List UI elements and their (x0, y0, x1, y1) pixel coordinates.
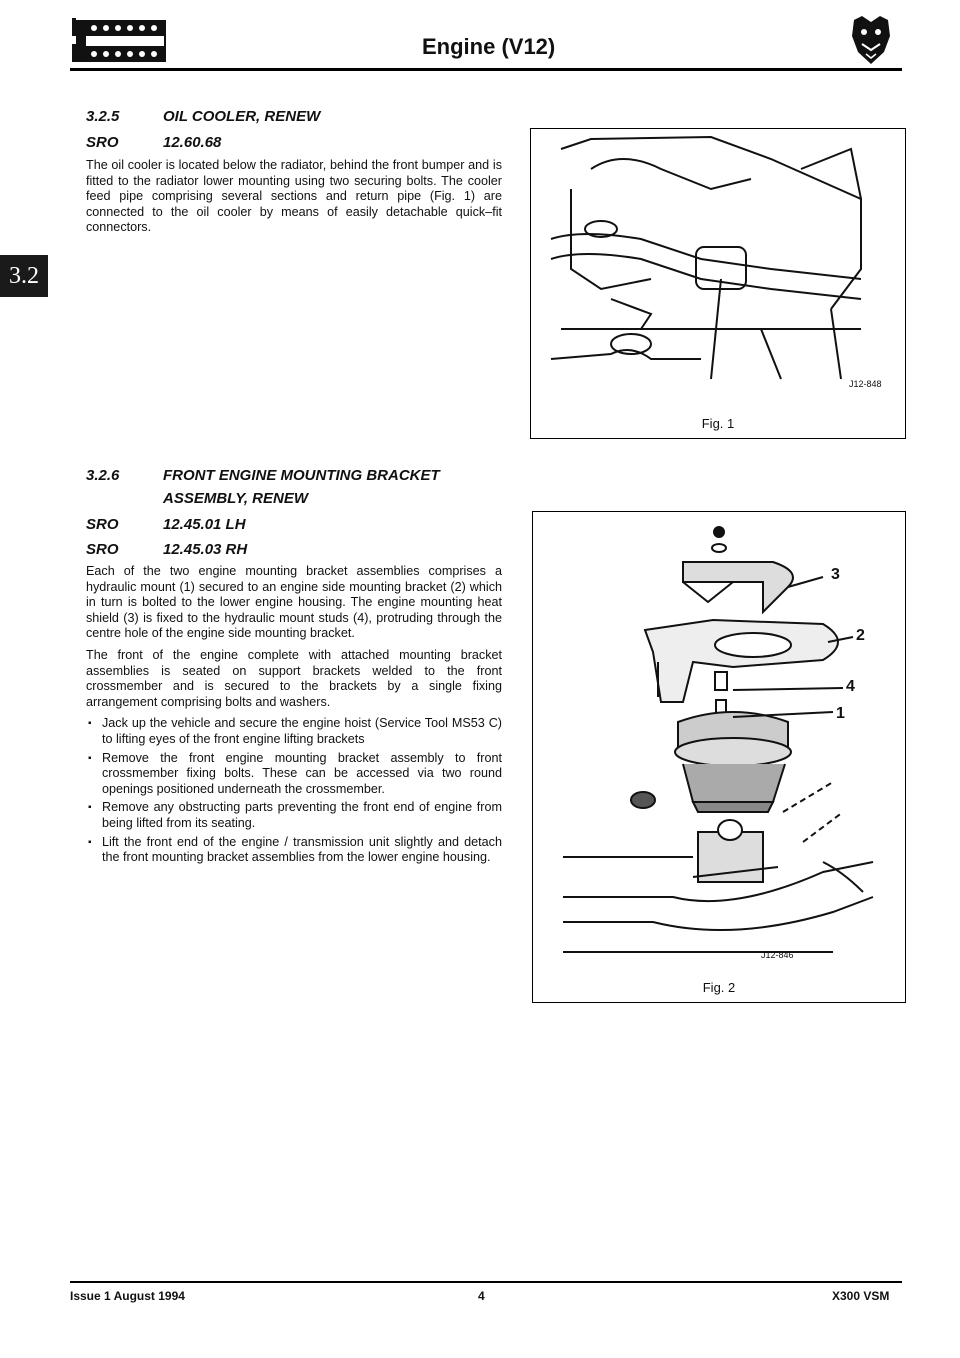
sro-label: SRO (86, 541, 119, 558)
figure-1-ref: J12-848 (849, 379, 882, 389)
section-title-line-1: FRONT ENGINE MOUNTING BRACKET (163, 467, 440, 484)
section-title-line-2: ASSEMBLY, RENEW (163, 490, 309, 507)
callout-1: 1 (836, 705, 845, 722)
issue-date: Issue 1 August 1994 (70, 1289, 185, 1303)
list-item: ▪ Remove any obstructing parts preventing the front end of engine from being lifted from its seating. (86, 800, 502, 831)
jaguar-head-logo (848, 14, 894, 66)
section-tab: 3.2 (0, 255, 48, 297)
callout-2: 2 (856, 627, 865, 644)
sro-value-lh: 12.45.01 LH (163, 516, 246, 533)
callout-3: 3 (831, 566, 840, 583)
figure-1 (530, 128, 906, 439)
header-rule (70, 68, 902, 71)
sro-value: 12.60.68 (163, 134, 222, 151)
section-number: 3.2.5 (86, 108, 120, 125)
engine-block-icon (72, 14, 168, 66)
list-item: ▪ Jack up the vehicle and secure the engine hoist (Service Tool MS53 C) to lifting eyes of the front engine lifting brackets (86, 716, 502, 747)
list-item: ▪ Lift the front end of the engine / transmission unit slightly and detach the front mounting bracket assemblies from the lower engine housing. (86, 835, 502, 866)
sro-value-rh: 12.45.03 RH (163, 541, 248, 558)
page-number: 4 (478, 1289, 485, 1303)
figure-2-ref: J12-846 (761, 950, 794, 960)
figure-2-caption: Fig. 2 (702, 980, 736, 995)
list-item: ▪ Remove the front engine mounting bracket assembly to front crossmember fixing bolts. These can be accessed via two round openings positioned underneath the crossmember. (86, 751, 502, 798)
figure-2 (532, 511, 906, 1003)
document-code: X300 VSM (832, 1289, 890, 1303)
procedure-steps (86, 716, 502, 865)
paragraph: Each of the two engine mounting bracket assemblies comprises a hydraulic mount (1) secured to an engine side mounting bracket (2) which in turn is bolted to the lower engine housing. The engine mounting heat shield (3) is fixed to the hydraulic mount studs (4), protruding through the centre hole of the engine side mounting bracket. (86, 564, 502, 641)
oil-cooler-description: The oil cooler is located below the radiator, behind the front bumper and is fitted to the radiator lower mounting using two securing bolts. The cooler feed pipe comprising several sections and return pipe (Fig. 1) are connected to the oil cooler by means of easily detachable quick–fit connectors. (86, 158, 502, 235)
paragraph: The front of the engine complete with attached mounting bracket assemblies is seated on support brackets welded to the front crossmember and is secured to the brackets by a single fixing arrangement comprising bolts and washers. (86, 647, 502, 709)
page-title: Engine (V12) (422, 34, 556, 59)
sro-label: SRO (86, 516, 119, 533)
footer-rule (70, 1281, 902, 1283)
oil-cooler-illustration (531, 129, 905, 399)
section-title: OIL COOLER, RENEW (163, 108, 321, 125)
callout-4: 4 (846, 678, 855, 695)
mounting-description (86, 564, 502, 869)
section-number: 3.2.6 (86, 467, 120, 484)
mounting-bracket-exploded-illustration (533, 512, 905, 962)
sro-label: SRO (86, 134, 119, 151)
figure-1-caption: Fig. 1 (701, 416, 735, 431)
